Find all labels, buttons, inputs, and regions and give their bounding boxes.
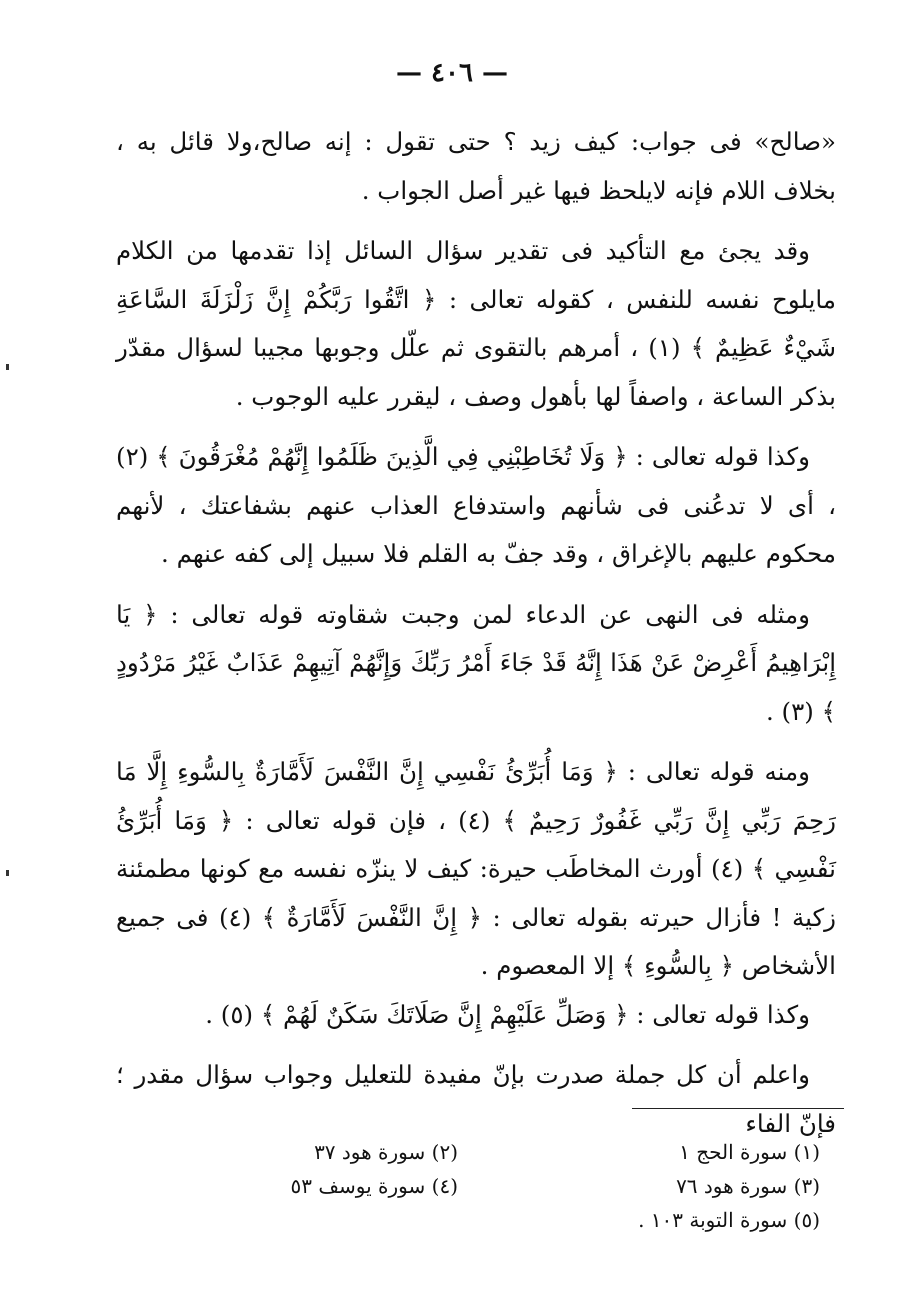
paragraph-5: ومنه قوله تعالى : ﴿ وَمَا أُبَرِّئُ نَفْسِي إِنَّ النَّفْسَ لَأَمَّارَةٌ بِالسُّوءِ إِلَّا مَا رَحِمَ رَبِّي إِنَّ رَبِّي غَفُورٌ رَحِيمٌ ﴾ (٤) ، فإن قوله تعالى : ﴿ وَمَا أُبَرِّئُ نَفْسِي ﴾ (٤) أورث المخاطَب حيرة: كيف لا ينزّه نفسه مع كونها مطمئنة زكية ! فأزال حيرته بقوله تعالى : ﴿ إِنَّ النَّفْسَ لَأَمَّارَةٌ ﴾ (٤) فى جميع الأشخاص ﴿ بِالسُّوءِ ﴾ إلا المعصوم .: [116, 757, 837, 980]
paragraph-4: ومثله فى النهى عن الدعاء لمن وجبت شقاوته قوله تعالى : ﴿ يَا إِبْرَاهِيمُ أَعْرِضْ عَنْ هَذَا إِنَّهُ قَدْ جَاءَ أَمْرُ رَبِّكَ وَإِنَّهُمْ آتِيهِمْ عَذَابٌ غَيْرُ مَرْدُودٍ ﴾ (٣) .: [116, 599, 836, 726]
page-number: — ٤٠٦ —: [395, 58, 509, 88]
footnote-2: (٢) سورة هود ٣٧: [314, 1140, 458, 1164]
footnote-1: (١) سورة الحج ١: [679, 1140, 820, 1164]
scan-margin-mark: [6, 364, 9, 370]
main-text: [116, 118, 836, 1148]
footnote-divider: [632, 1108, 844, 1109]
paragraph-3: وكذا قوله تعالى : ﴿ وَلَا تُخَاطِبْنِي فِي الَّذِينَ ظَلَمُوا إِنَّهُمْ مُغْرَقُونَ ﴾ (٢) ، أى لا تدعُنى فى شأنهم واستدفاع العذاب عنهم بشفاعتك ، لأنهم محكوم عليهم بالإغراق ، وقد جفّ به القلم فلا سبيل إلى كفه عنهم .: [116, 442, 836, 568]
footnotes: [0, 1140, 904, 1260]
footnote-5: (٥) سورة التوبة ١٠٣ .: [638, 1208, 820, 1232]
paragraph-1: «صالح» فى جواب: كيف زيد ؟ حتى تقول : إنه صالح،ولا قائل به ، بخلاف اللام فإنه لايلحظ فيها غير أصل الجواب .: [116, 127, 836, 205]
scan-margin-mark: [6, 870, 9, 876]
footnote-4: (٤) سورة يوسف ٥٣: [290, 1174, 458, 1198]
paragraph-2: وقد يجئ مع التأكيد فى تقدير سؤال السائل إذا تقدمها من الكلام مايلوح نفسه للنفس ، كقوله تعالى : ﴿ اتَّقُوا رَبَّكُمْ إِنَّ زَلْزَلَةَ السَّاعَةِ شَيْءٌ عَظِيمٌ ﴾ (١) ، أمرهم بالتقوى ثم علّل وجوبها مجيبا لسؤال مقدّر بذكر الساعة ، واصفاً لها بأهول وصف ، ليقرر عليه الوجوب .: [116, 236, 836, 411]
footnote-3: (٣) سورة هود ٧٦: [676, 1174, 820, 1198]
paragraph-6: وكذا قوله تعالى : ﴿ وَصَلِّ عَلَيْهِمْ إِنَّ صَلَاتَكَ سَكَنٌ لَهُمْ ﴾ (٥) .: [205, 999, 810, 1029]
paragraph-7: واعلم أن كل جملة صدرت بإنّ مفيدة للتعليل وجواب سؤال مقدر ؛ فإنّ الفاء: [116, 1060, 836, 1138]
